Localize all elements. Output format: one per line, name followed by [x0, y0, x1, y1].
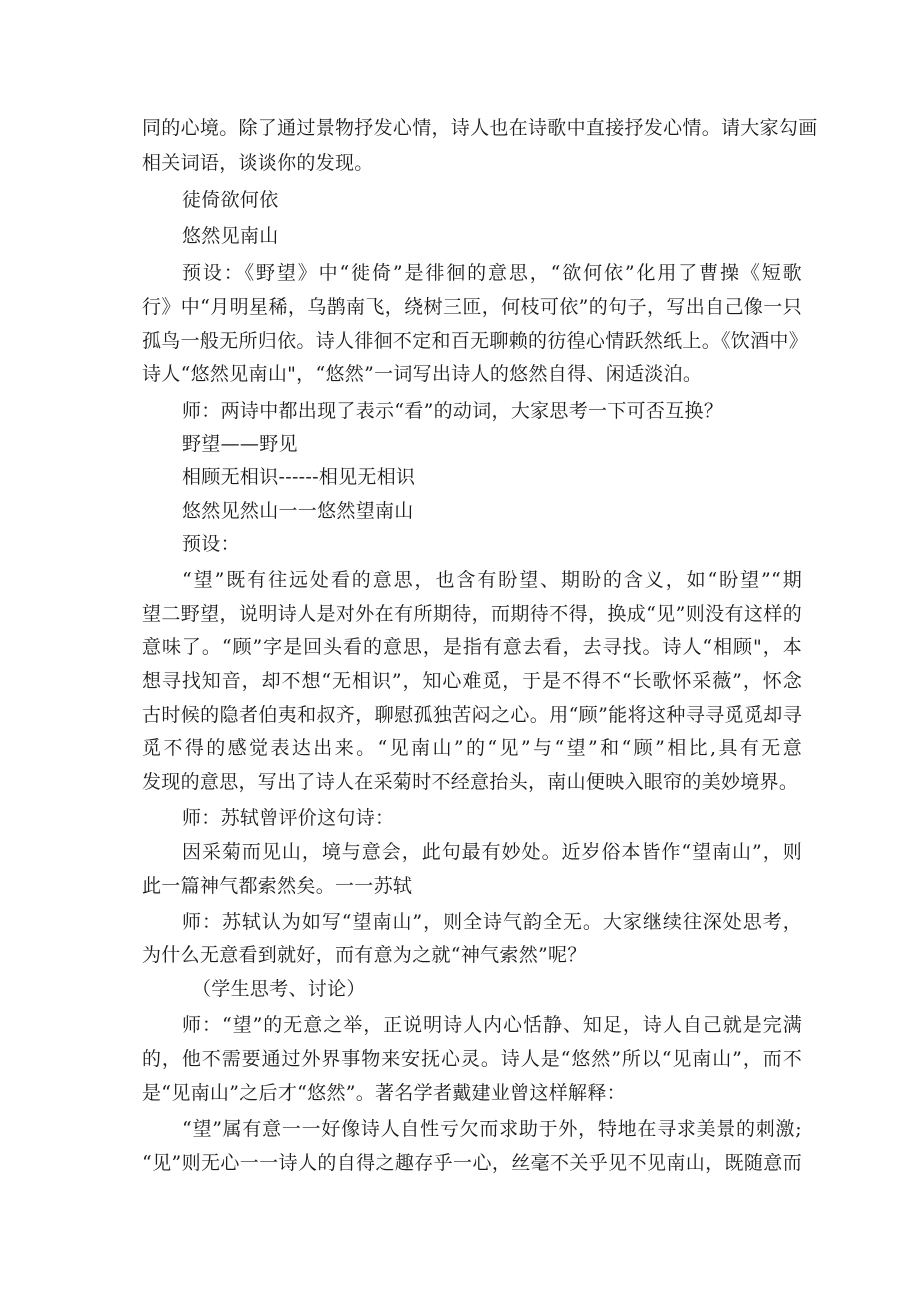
paragraph-line: 古时候的隐者伯夷和叔齐，聊慰孤独苦闷之心。用“顾”能将这种寻寻觅觅却寻 [142, 704, 802, 726]
paragraph-line: 发现的意思，写出了诗人在采菊时不经意抬头，南山便映入眼帘的美妙境界。 [142, 771, 799, 793]
paragraph-line: 行》中“月明星稀，乌鹊南飞，绕树三匝，何枝可依”的句子，写出自己像一只 [142, 296, 802, 318]
quote-line: 此一篇神气都索然矣。一一苏轼 [142, 875, 413, 897]
comparison-line: 悠然见然山一一悠然望南山 [182, 500, 414, 522]
paragraph-line: 孤鸟一般无所归依。诗人徘徊不定和百无聊赖的彷徨心情跃然纸上。《饮酒中》 [142, 330, 809, 352]
paragraph-line: 预设： [182, 533, 240, 555]
paragraph-line: 师：两诗中都出现了表示“看”的动词，大家思考一下可否互换？ [182, 400, 724, 422]
paragraph-line: 预设：《野望》中“徙倚”是徘徊的意思，“欲何依”化用了曹操《短歌 [182, 262, 802, 284]
paragraph-line: “望”既有往远处看的意思，也含有盼望、期盼的含义，如“盼望”“期 [182, 569, 802, 591]
comparison-line: 野望——野见 [182, 433, 298, 455]
paragraph-line: 师：“望”的无意之举，正说明诗人内心恬静、知足，诗人自己就是完满 [182, 1014, 802, 1036]
poem-line: 悠然见南山 [182, 225, 279, 247]
paragraph-line: 望二野望，说明诗人是对外在有所期待，而期待不得，换成“见”则没有这样的 [142, 603, 802, 625]
paragraph-line: 为什么无意看到就好，而有意为之就“神气索然”呢？ [142, 944, 587, 966]
paragraph-line: 诗人“悠然见南山"，“悠然”一词写出诗人的悠然自得、闲适淡泊。 [142, 363, 703, 385]
paragraph-line: 同的心境。除了通过景物抒发心情，诗人也在诗歌中直接抒发心情。请大家勾画 [142, 117, 818, 139]
paragraph-line: 相关词语，谈谈你的发现。 [142, 152, 374, 174]
paragraph-line: 意味了。“顾”字是回头看的意思，是指有意去看，去寻找。诗人“相顾"，本 [142, 636, 802, 658]
paragraph-line: 的，他不需要通过外界事物来安抚心灵。诗人是“悠然”所以“见南山”，而不 [142, 1048, 802, 1070]
paragraph-line: 想寻找知音，却不想“无相识”，知心难觅，于是不得不“长歌怀采薇”，怀念 [142, 670, 802, 692]
paragraph-line: 师：苏轼曾评价这句诗： [182, 807, 395, 829]
paragraph-line: 是“见南山”之后才“悠然”。著名学者戴建业曾这样解释： [142, 1082, 626, 1104]
paragraph-line: 师：苏轼认为如写“望南山”，则全诗气韵全无。大家继续往深处思考， [182, 911, 802, 933]
poem-line: 徒倚欲何依 [182, 189, 279, 211]
paragraph-line: 觅不得的感觉表达出来。“见南山”的“见”与“望”和“顾”相比,具有无意 [142, 737, 802, 759]
quote-line: 因采菊而见山，境与意会，此句最有妙处。近岁俗本皆作“望南山”，则 [182, 841, 802, 863]
quote-line: “见”则无心一一诗人的自得之趣存乎一心，丝毫不关乎见不见南山，既随意而 [142, 1152, 802, 1174]
comparison-line: 相顾无相识------相见无相识 [182, 466, 416, 488]
quote-line: “望”属有意一一好像诗人自性亏欠而求助于外，特地在寻求美景的刺激; [182, 1118, 802, 1140]
stage-note: （学生思考、讨论） [192, 978, 366, 1000]
